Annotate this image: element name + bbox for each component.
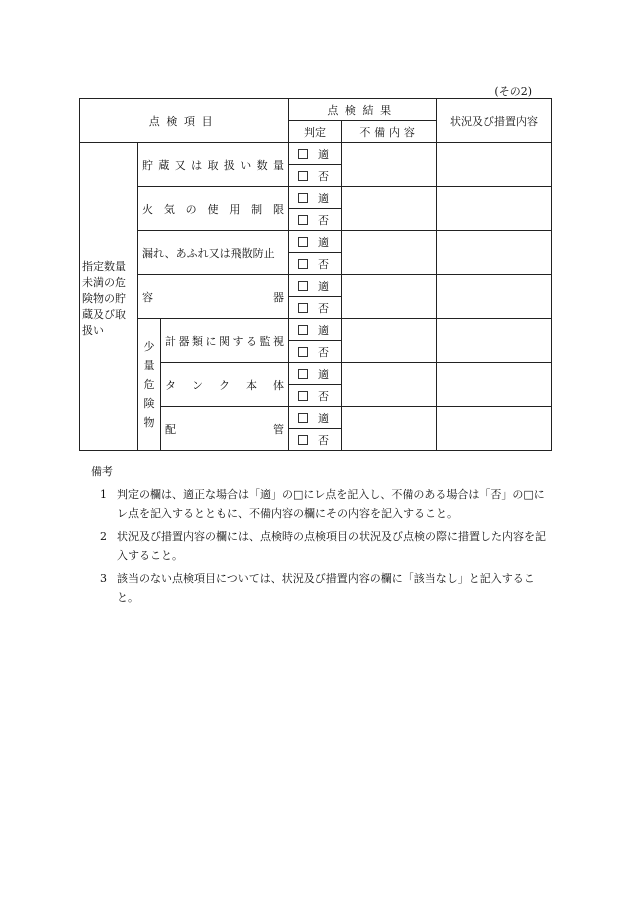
item-gauge-monitoring bbox=[161, 319, 289, 363]
checkbox-icon[interactable] bbox=[298, 171, 308, 181]
page-label: (その2) bbox=[494, 85, 532, 98]
ok-label: 適 bbox=[318, 279, 330, 293]
category-cell bbox=[80, 143, 138, 451]
judgment-ng-2[interactable] bbox=[289, 253, 342, 275]
defect-cell-3[interactable] bbox=[342, 275, 437, 319]
item-label: 貯 蔵 又 は 取 扱 い 数 量 bbox=[142, 158, 284, 172]
note-text: 判定の欄は、適正な場合は「適」の□にレ点を記入し、不備のある場合は「否」の□にレ点を記入するとともに、不備内容の欄にその内容を記入すること。 bbox=[117, 488, 545, 520]
item-container bbox=[138, 275, 289, 319]
status-cell-3[interactable] bbox=[437, 275, 552, 319]
header-inspection-result: 点検結果 bbox=[289, 99, 437, 121]
checkbox-icon[interactable] bbox=[298, 413, 308, 423]
ok-label: 適 bbox=[318, 191, 330, 205]
ng-label: 否 bbox=[318, 433, 330, 447]
status-cell-6[interactable] bbox=[437, 407, 552, 451]
checkbox-icon[interactable] bbox=[298, 259, 308, 269]
checkbox-icon[interactable] bbox=[298, 369, 308, 379]
note-number: 3 bbox=[100, 572, 107, 585]
status-cell-0[interactable] bbox=[437, 143, 552, 187]
judgment-ok-0[interactable] bbox=[289, 143, 342, 165]
judgment-ng-5[interactable] bbox=[289, 385, 342, 407]
defect-cell-2[interactable] bbox=[342, 231, 437, 275]
ok-label: 適 bbox=[318, 367, 330, 381]
ok-label: 適 bbox=[318, 323, 330, 337]
ng-label: 否 bbox=[318, 213, 330, 227]
defect-cell-4[interactable] bbox=[342, 319, 437, 363]
defect-cell-0[interactable] bbox=[342, 143, 437, 187]
ng-label: 否 bbox=[318, 389, 330, 403]
inspection-table bbox=[79, 98, 552, 451]
note-item bbox=[91, 527, 553, 565]
judgment-ok-2[interactable] bbox=[289, 231, 342, 253]
judgment-ng-3[interactable] bbox=[289, 297, 342, 319]
subcategory-cell bbox=[138, 319, 161, 451]
checkbox-icon[interactable] bbox=[298, 435, 308, 445]
ok-label: 適 bbox=[318, 147, 330, 161]
notes-title: 備考 bbox=[91, 465, 113, 478]
ng-label: 否 bbox=[318, 345, 330, 359]
ng-label: 否 bbox=[318, 301, 330, 315]
status-cell-4[interactable] bbox=[437, 319, 552, 363]
note-text: 状況及び措置内容の欄には、点検時の点検項目の状況及び点検の際に措置した内容を記入すること。 bbox=[117, 530, 546, 562]
checkbox-icon[interactable] bbox=[298, 325, 308, 335]
item-label: 計 器 類 に 関 す る 監 視 bbox=[165, 334, 284, 348]
judgment-ng-4[interactable] bbox=[289, 341, 342, 363]
ng-label: 否 bbox=[318, 257, 330, 271]
note-number: 2 bbox=[100, 530, 107, 543]
status-cell-2[interactable] bbox=[437, 231, 552, 275]
header-status-measures: 状況及び措置内容 bbox=[437, 99, 552, 143]
judgment-ok-1[interactable] bbox=[289, 187, 342, 209]
ok-label: 適 bbox=[318, 411, 330, 425]
item-label: 漏れ、あふれ又は飛散防止 bbox=[142, 246, 275, 260]
checkbox-icon[interactable] bbox=[298, 391, 308, 401]
status-cell-1[interactable] bbox=[437, 187, 552, 231]
judgment-ok-4[interactable] bbox=[289, 319, 342, 341]
item-piping bbox=[161, 407, 289, 451]
header-inspection-item: 点検項目 bbox=[80, 99, 289, 143]
note-item bbox=[91, 485, 553, 523]
item-tank-body bbox=[161, 363, 289, 407]
item-fire-use-limit bbox=[138, 187, 289, 231]
item-leak-prevention bbox=[138, 231, 289, 275]
checkbox-icon[interactable] bbox=[298, 215, 308, 225]
ok-label: 適 bbox=[318, 235, 330, 249]
item-label: 火 気 の 使 用 制 限 bbox=[142, 202, 284, 216]
judgment-ok-3[interactable] bbox=[289, 275, 342, 297]
subcategory-label: 少 量 危 険 物 bbox=[143, 340, 155, 429]
item-label: 配 管 bbox=[165, 422, 285, 436]
note-item bbox=[91, 569, 553, 607]
note-number: 1 bbox=[100, 488, 107, 501]
header-judgment: 判定 bbox=[289, 121, 342, 143]
judgment-ng-0[interactable] bbox=[289, 165, 342, 187]
judgment-ok-6[interactable] bbox=[289, 407, 342, 429]
defect-cell-6[interactable] bbox=[342, 407, 437, 451]
checkbox-icon[interactable] bbox=[298, 237, 308, 247]
notes-section bbox=[91, 462, 553, 607]
defect-cell-5[interactable] bbox=[342, 363, 437, 407]
note-text: 該当のない点検項目については、状況及び措置内容の欄に「該当なし」と記入すること。 bbox=[117, 572, 535, 604]
item-storage-quantity bbox=[138, 143, 289, 187]
checkbox-icon[interactable] bbox=[298, 193, 308, 203]
judgment-ng-6[interactable] bbox=[289, 429, 342, 451]
checkbox-icon[interactable] bbox=[298, 149, 308, 159]
item-label: タ ン ク 本 体 bbox=[165, 378, 284, 392]
judgment-ok-5[interactable] bbox=[289, 363, 342, 385]
checkbox-icon[interactable] bbox=[298, 281, 308, 291]
judgment-ng-1[interactable] bbox=[289, 209, 342, 231]
checkbox-icon[interactable] bbox=[298, 347, 308, 357]
item-label: 容 器 bbox=[142, 290, 285, 304]
category-label: 指定数量未満の危険物の貯蔵及び取扱い bbox=[82, 260, 126, 337]
status-cell-5[interactable] bbox=[437, 363, 552, 407]
header-defect-content: 不備内容 bbox=[342, 121, 437, 143]
ng-label: 否 bbox=[318, 169, 330, 183]
checkbox-icon[interactable] bbox=[298, 303, 308, 313]
defect-cell-1[interactable] bbox=[342, 187, 437, 231]
